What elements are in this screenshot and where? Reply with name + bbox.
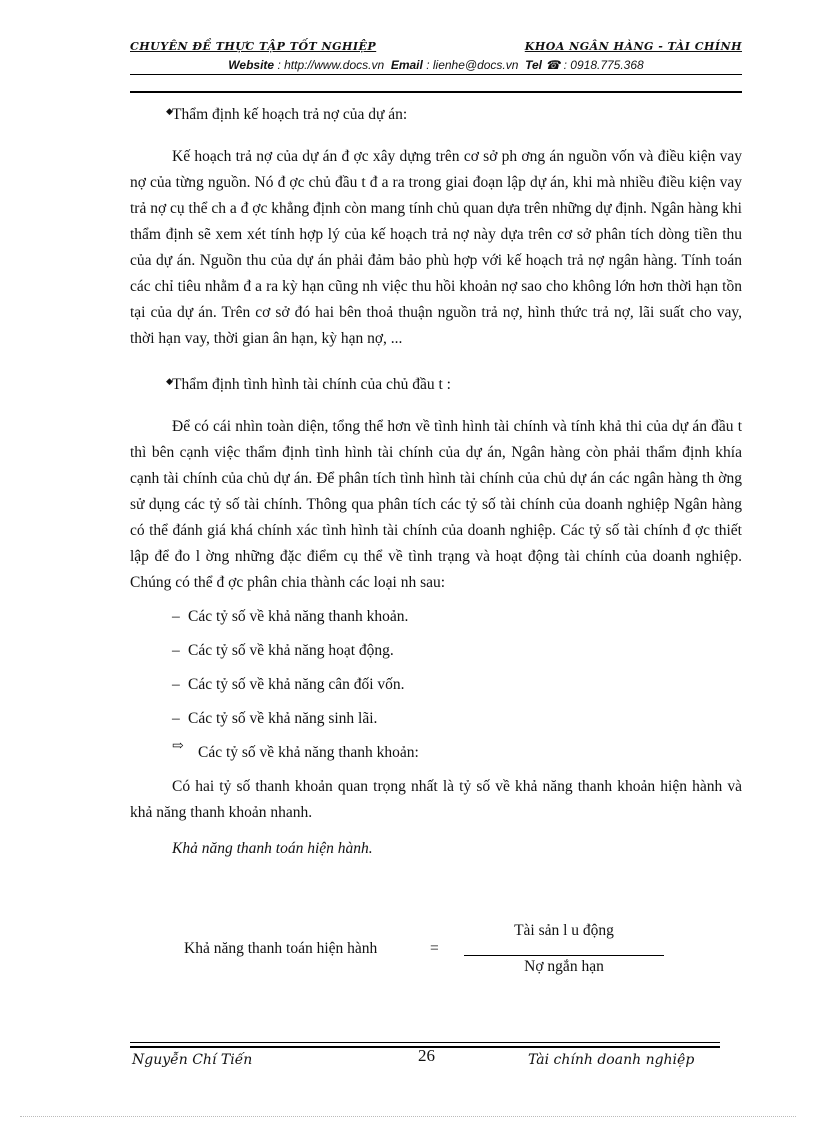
paragraph-liquidity: Có hai tỷ số thanh khoản quan trọng nhất là tỷ số về khả năng thanh khoản hiện hành và khả năng thanh khoản nhanh. [130, 778, 742, 821]
email-value[interactable]: : lienhe@docs.vn [426, 58, 519, 72]
ratio-category-list [130, 604, 742, 740]
section-heading-repayment [130, 102, 742, 128]
tel-value: ☎ : 0918.775.368 [545, 58, 644, 72]
formula-lhs: Khả năng thanh toán hiện hành [184, 940, 378, 957]
website-label: Website [228, 58, 275, 72]
paragraph-investor-finance: Để có cái nhìn toàn diện, tổng thể hơn về tình hình tài chính và tính khả thi của dự án đầu t thì bên cạnh việc thẩm định tình hình tài chính của dự án, Ngân hàng còn phải thẩm định khía cạnh tài chính của chủ dự án. Để phân tích tình hình tài chính của chủ dự án các ngân hàng th ờng sử dụng các tỷ số tài chính. Thông qua phân tích các tỷ số tài chính của doanh nghiệp Ngân hàng có thể đánh giá khá chính xác tình hình tài chính của doanh nghiệp. Các tỷ số tài chính đ ợc thiết lập để đo l ờng những đặc điểm cụ thể về tình trạng và hoạt động tài chính của doanh nghiệp. Chúng có thể đ ợc phân chia thành các loại nh sau: [130, 418, 742, 591]
section-heading-text: Thẩm định kế hoạch trả nợ của dự án: [172, 106, 408, 123]
page-bottom-dotted-line [20, 1116, 796, 1117]
diamond-bullet-icon: ◆ [166, 106, 173, 116]
header-left-title: CHUYÊN ĐỀ THỰC TẬP TỐT NGHIỆP [130, 40, 377, 53]
page-content [130, 92, 742, 862]
list-item: – Các tỷ số về khả năng hoạt động. [130, 638, 742, 672]
section-heading-text: Thẩm định tình hình tài chính của chủ đầu t : [172, 376, 451, 393]
list-item: – Các tỷ số về khả năng cân đối vốn. [130, 672, 742, 706]
dash-bullet: – [172, 710, 180, 727]
header-right-title: KHOA NGÂN HÀNG - TÀI CHÍNH [524, 40, 742, 53]
page-number: 26 [418, 1046, 435, 1065]
fraction-bar [464, 955, 664, 956]
italic-subheading: Khả năng thanh toán hiện hành. [172, 840, 373, 857]
formula-numerator: Tài sản l u động [514, 922, 614, 939]
dash-bullet: – [172, 642, 180, 659]
website-value[interactable]: : http://www.docs.vn [277, 58, 385, 72]
section-heading-text: Các tỷ số về khả năng thanh khoản: [198, 744, 419, 761]
dash-bullet: – [172, 676, 180, 693]
current-ratio-formula [130, 922, 742, 992]
tel-label: Tel [525, 58, 542, 72]
paragraph-repayment: Kế hoạch trả nợ của dự án đ ợc xây dựng trên cơ sở ph ơng án nguồn vốn và điều kiện vay nợ của từng nguồn. Nó đ ợc chủ đầu t đ a ra trong giai đoạn lập dự án, khi mà nhiều điều kiện vay trả nợ cụ thể ch a đ ợc khẳng định còn mang tính chủ quan dựa trên những dự định. Ngân hàng khi thẩm định sẽ xem xét tính hợp lý của kế hoạch trả nợ này dựa trên cơ sở phân tích dòng tiền thu của dự án. Nguồn thu của dự án phải đảm bảo phù hợp với kế hoạch trả nợ ngân hàng. Tính toán các chỉ tiêu nhằm đ a ra kỳ hạn cũng nh việc thu hồi khoản nợ sao cho không lớn hơn thời hạn tồn tại của dự án. Trên cơ sở đó hai bên thoả thuận nguồn trả nợ, hình thức trả nợ, lãi suất cho vay, thời hạn vay, thời gian ân hạn, kỳ hạn nợ, ... [130, 148, 742, 347]
formula-equals: = [430, 940, 439, 957]
formula-denominator: Nợ ngắn hạn [524, 958, 604, 975]
list-item: – Các tỷ số về khả năng sinh lãi. [130, 706, 742, 740]
diamond-bullet-icon: ◆ [166, 376, 173, 386]
footer-author: Nguyễn Chí Tiến [132, 1052, 253, 1068]
header-contact [130, 58, 742, 72]
header-titles [130, 40, 742, 58]
footer-divider-thin [130, 1042, 720, 1043]
list-item: – Các tỷ số về khả năng thanh khoản. [130, 604, 742, 638]
header-divider-thin [130, 74, 742, 75]
section-heading-investor-finance [130, 372, 742, 398]
email-label: Email [390, 58, 423, 72]
outline-arrow-right-icon: ⇨ [172, 739, 184, 754]
section-heading-liquidity [130, 740, 742, 770]
footer-subject: Tài chính doanh nghiệp [528, 1052, 695, 1068]
dash-bullet: – [172, 608, 180, 625]
